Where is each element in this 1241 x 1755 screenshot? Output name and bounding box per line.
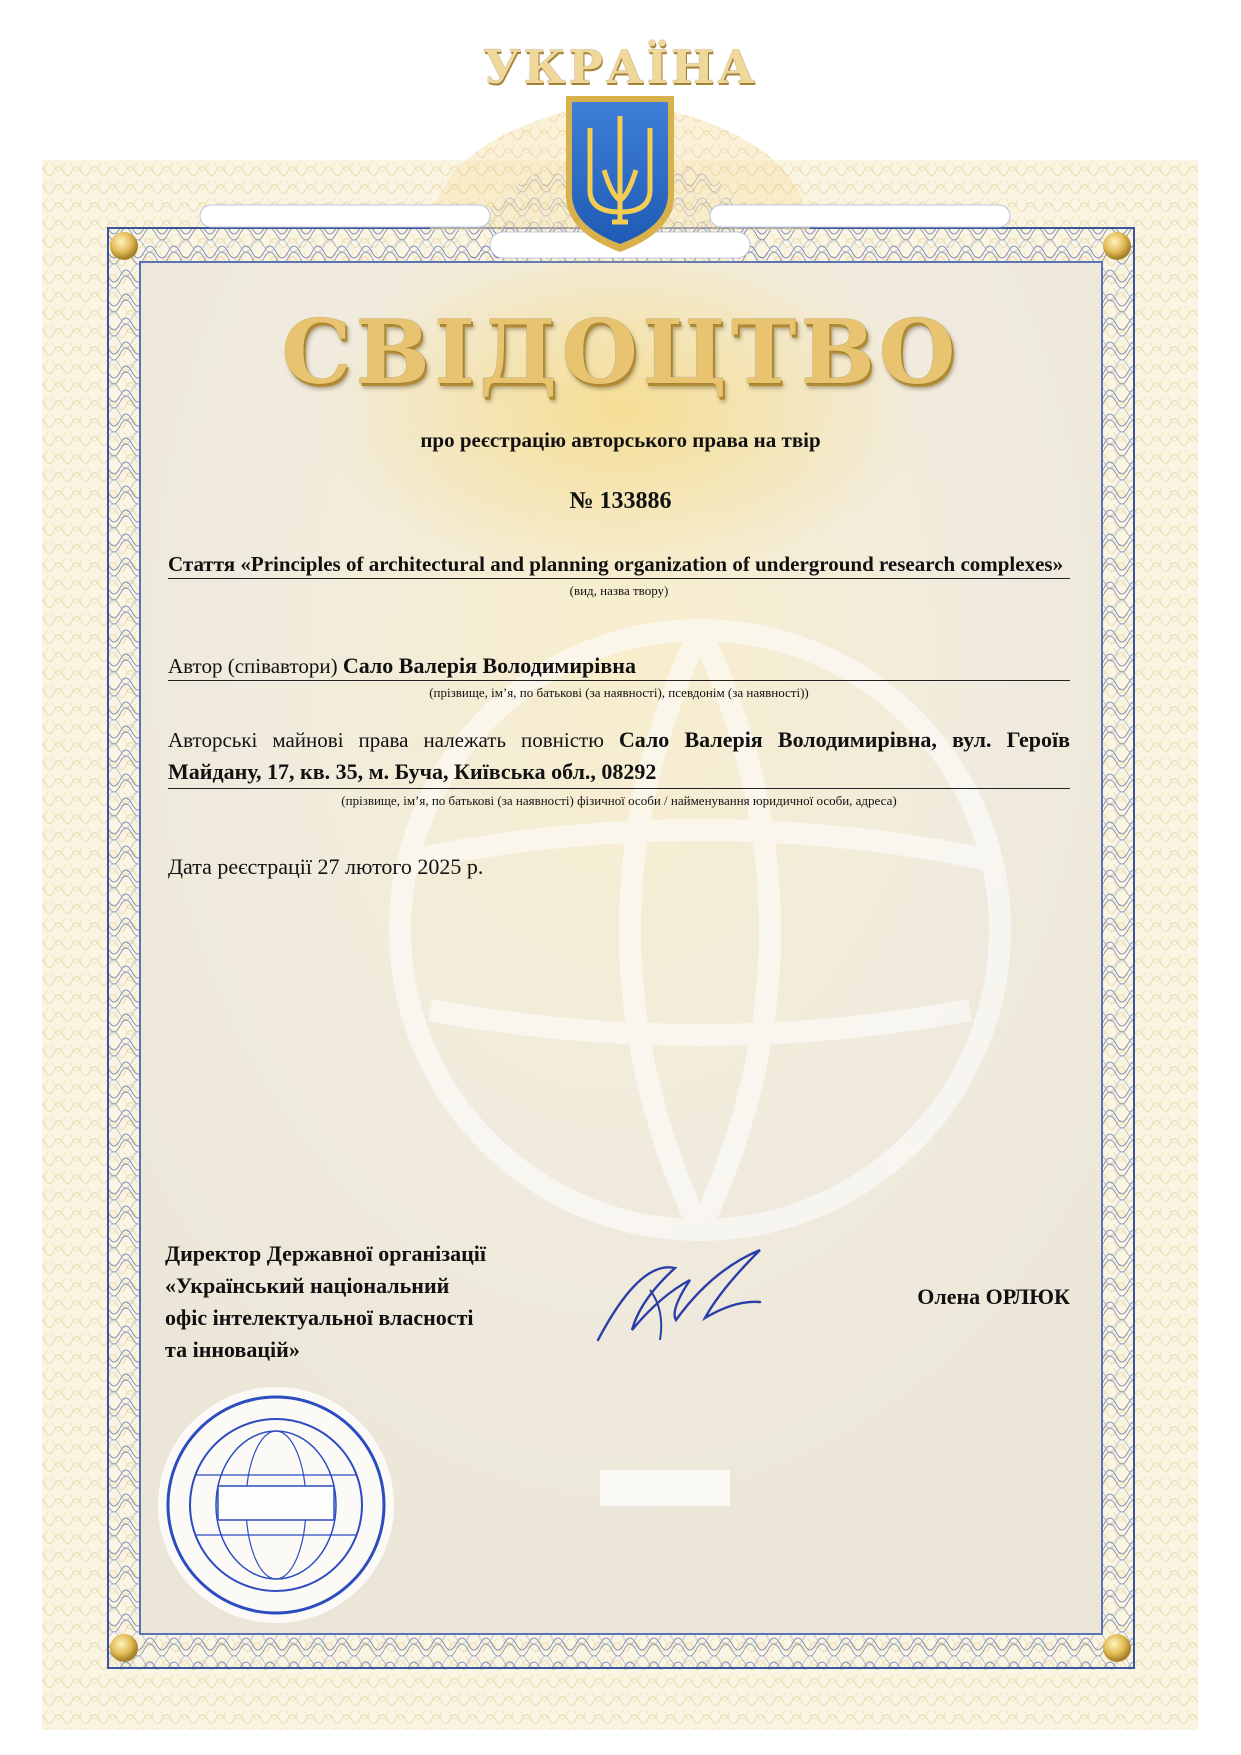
director-line: офіс інтелектуальної власності: [165, 1305, 474, 1330]
document-title: СВІДОЦТВО: [281, 300, 960, 404]
director-line: Директор Державної організації: [165, 1241, 487, 1266]
work-section: [168, 550, 1070, 599]
country-heading: УКРАЇНА: [483, 40, 758, 94]
director-line: та інновацій»: [165, 1337, 300, 1362]
rights-label: Авторські майнові права належать повністю: [168, 728, 604, 752]
trident-coat-of-arms-icon: [566, 96, 674, 252]
author-caption: (прізвище, ім’я, по батькові (за наявності), псевдонім (за наявності)): [429, 685, 809, 700]
director-line: «Український національний: [165, 1273, 450, 1298]
certificate-number: № 133886: [569, 488, 672, 514]
work-title: Стаття «Principles of architectural and planning organization of underground research complexes»: [168, 550, 1070, 579]
author-line: [168, 652, 1070, 681]
director-title: [165, 1238, 585, 1366]
registration-date: Дата реєстрації 27 лютого 2025 р.: [168, 854, 484, 879]
author-name: Сало Валерія Володимирівна: [342, 653, 636, 678]
author-label: Автор (співавтори): [168, 654, 338, 678]
official-seal: [158, 1387, 394, 1623]
rights-line: [168, 724, 1070, 789]
rights-caption: (прізвище, ім’я, по батькові (за наявності) фізичної особи / найменування юридичної особи, адреса): [341, 793, 897, 808]
author-section: [168, 652, 1070, 701]
rights-holder: Сало Валерія Володимирівна, вул. Героїв Майдану, 17, кв. 35, м. Буча, Київська обл., 08292: [168, 727, 1071, 784]
rights-section: [168, 724, 1070, 809]
work-caption: (вид, назва твору): [569, 583, 669, 598]
signer-name: Олена ОРЛЮК: [917, 1284, 1070, 1309]
document-subtitle: про реєстрацію авторського права на твір: [420, 428, 821, 452]
